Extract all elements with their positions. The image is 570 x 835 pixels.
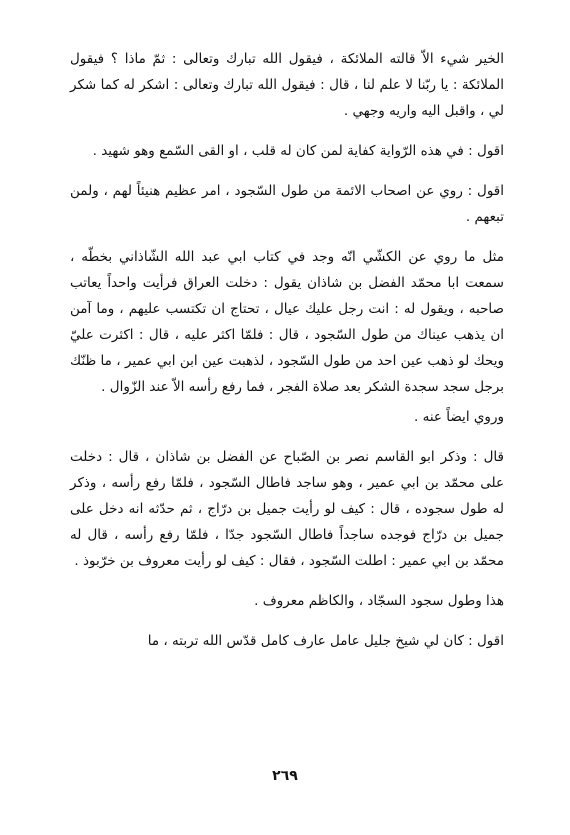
spacer xyxy=(70,614,504,628)
spacer xyxy=(70,430,504,444)
paragraph-abu-qasim-narration: قال : وذكر ابو القاسم نصر بن الصّباح عن الفضل بن شاذان ، قال : دخلت على محمّد بن ابي عمير ، وهو ساجد فاطال السّجود ، فلمّا رفع رأسه ، وذكر له طول سجوده ، قال : كيف لو رأيت جميل بن درّاج ، ثم حدّثه انه دخل على جميل بن درّاج فوجده ساجداً فاطال السّجود جدّا ، فلمّا رفع رأسه ، قال له محمّد بن ابي عمير : اطلت السّجود ، فقال : كيف لو رأيت معروف بن خرّبوذ . xyxy=(70,449,504,569)
paragraph-sufficiency: اقول : في هذه الرّواية كفاية لمن كان له قلب ، او القى السّمع وهو شهيد . xyxy=(92,143,504,159)
paragraph-long-prostration: اقول : روي عن اصحاب الائمة من طول السّجود ، امر عظيم هنيئاً لهم ، ولمن تبعهم . xyxy=(70,183,504,225)
spacer xyxy=(70,124,504,138)
paragraph-also-narrated: وروي ايضاً عنه . xyxy=(414,409,504,425)
paragraph-kashshi-narration: مثل ما روي عن الكشّي انّه وجد في كتاب ابي عبد الله الشّاذاني بخطّه ، سمعت ابا محمّد الفضل بن شاذان يقول : دخلت العراق فرأيت واحداً يعاتب صاحبه ، ويقول له : انت رجل عليك عيال ، تحتاج ان تكتسب عليهم ، وما آمن ان يذهب عيناك من طول السّجود ، قال : فلمّا اكثر عليه ، قال : اكثرت عليّ ويحك لو ذهب عين احد من طول السّجود ، لذهبت عين ابن ابي عمير ، ما ظنّك برجل سجد سجدة الشكر بعد صلاة الفجر ، فما رفع رأسه الاّ عند الزّوال . xyxy=(70,249,504,395)
paragraph-angels-reward: الخير شيء الاّ قالته الملائكة ، فيقول الله تبارك وتعالى : ثمّ ماذا ؟ فيقول الملائكة : يا ربّنا لا علم لنا ، قال : فيقول الله تبارك وتعالى : اشكر له كما شكر لي ، واقبل اليه واريه وجهي . xyxy=(70,51,504,119)
paragraph-teacher: اقول : كان لي شيخ جليل عامل عارف كامل قدّس الله تربته ، ما xyxy=(147,633,504,649)
spacer xyxy=(70,164,504,178)
page-number: ٢٦٩ xyxy=(272,768,298,784)
paragraph-sajjad-kazim: هذا وطول سجود السجّاد ، والكاظم معروف . xyxy=(254,593,504,609)
spacer xyxy=(70,230,504,244)
spacer xyxy=(70,574,504,588)
